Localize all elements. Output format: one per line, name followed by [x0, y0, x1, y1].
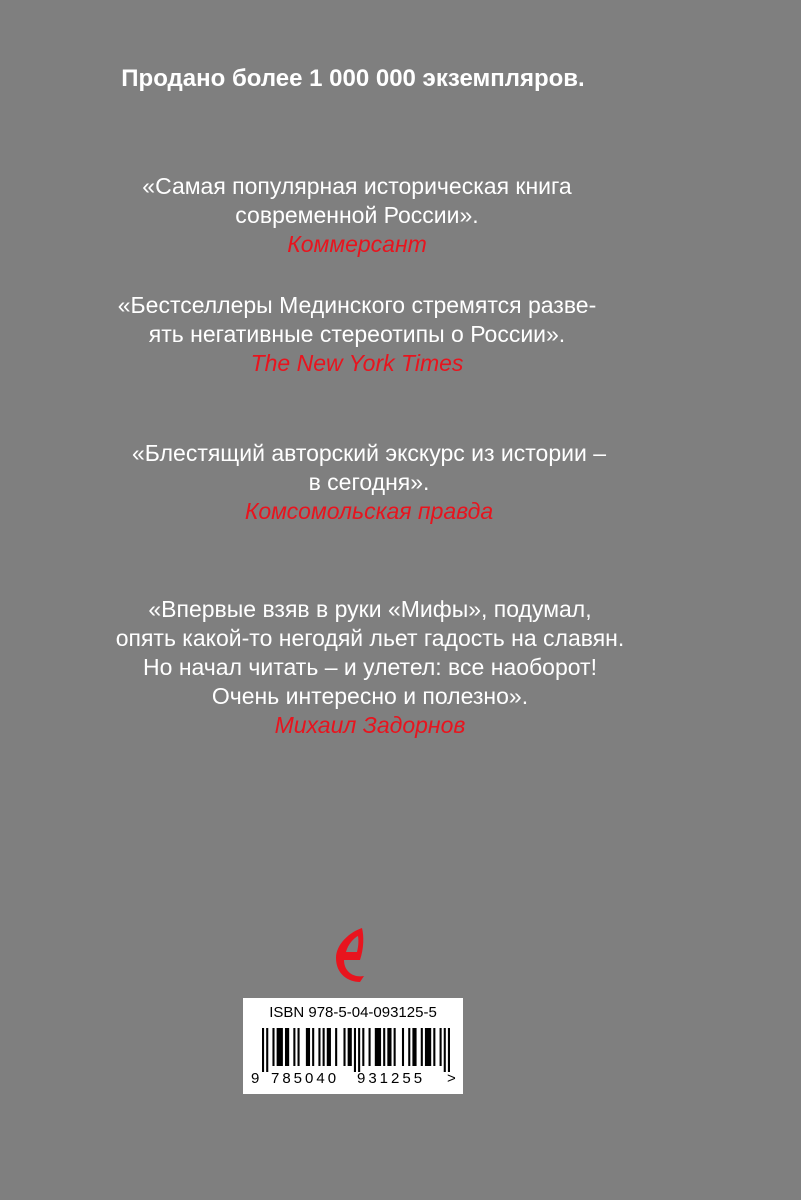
barcode-lead-digit: 9 [251, 1070, 260, 1087]
quote-block [80, 595, 660, 740]
barcode-right-group: 931255 [357, 1070, 426, 1087]
quote-line: опять какой-то негодяй льет гадость на славян. [115, 625, 625, 651]
quote-block [90, 172, 624, 259]
quote-block [90, 291, 624, 378]
barcode-digits [243, 1070, 463, 1090]
barcode-left-group: 785040 [271, 1070, 340, 1087]
quote-line: Но начал читать – и улетел: все наоборот! [143, 654, 597, 680]
barcode-end-mark: > [447, 1070, 456, 1087]
quote-line: ять негативные стереотипы о России». [148, 321, 566, 347]
quote-line: современной России». [235, 202, 479, 228]
quote-line: «Бестселлеры Мединского стремятся разве- [117, 292, 597, 318]
quote-source: Комсомольская правда [244, 498, 494, 524]
quote-line: «Самая популярная историческая книга [142, 173, 572, 199]
quote-source: The New York Times [250, 350, 464, 376]
quote-source: Михаил Задорнов [274, 712, 466, 738]
quote-source: Коммерсант [287, 231, 427, 257]
barcode-icon [262, 1028, 450, 1072]
quote-line: «Впервые взяв в руки «Мифы», подумал, [148, 596, 592, 622]
isbn-number: ISBN 978-5-04-093125-5 [269, 1004, 437, 1021]
quote-line: «Блестящий авторский экскурс из истории – [131, 440, 606, 466]
quote-block [90, 439, 648, 526]
sales-headline: Продано более 1 000 000 экземпляров. [121, 65, 585, 92]
barcode-panel [243, 998, 463, 1094]
eksmo-e-logo-icon [332, 924, 366, 986]
quote-line: Очень интересно и полезно». [211, 683, 529, 709]
quote-line: в сегодня». [308, 469, 430, 495]
